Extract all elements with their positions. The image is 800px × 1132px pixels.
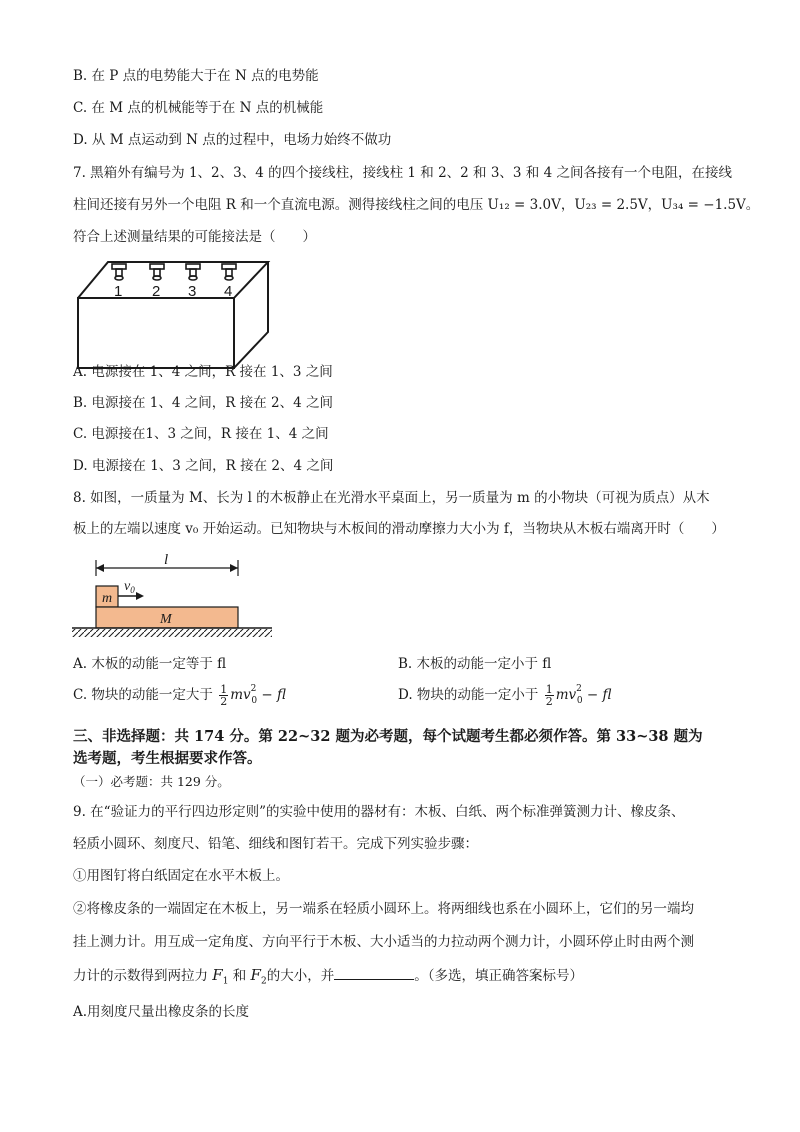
q8-option-d: D. 物块的动能一定小于 $\frac{1}{2}$ $mv^2_0$ − fl [398, 683, 612, 708]
q7-option-d: D. 电源接在 1、3 之间，R 接在 2、4 之间 [73, 458, 334, 474]
q8-stem-line2: 板上的左端以速度 v₀ 开始运动。已知物块与木板间的滑动摩擦力大小为 f，当物块从木板右端离开时（ ） [73, 521, 725, 537]
terminal-label-4: 4 [224, 283, 233, 300]
terminal-post-3 [186, 264, 200, 280]
section3-subheading: （一）必考题：共 129 分。 [73, 774, 230, 789]
black-box-figure [72, 254, 282, 374]
terminal-post-4 [222, 264, 236, 280]
q6-option-d: D. 从 M 点运动到 N 点的过程中，电场力始终不做功 [73, 132, 392, 148]
q6-option-b: B. 在 P 点的电势能大于在 N 点的电势能 [73, 68, 319, 84]
q7-stem-line3: 符合上述测量结果的可能接法是（ ） [73, 229, 316, 245]
q6-option-c: C. 在 M 点的机械能等于在 N 点的机械能 [73, 100, 324, 116]
q8-stem-line1: 8. 如图，一质量为 M、长为 l 的木板静止在光滑水平桌面上，另一质量为 m 的小物块（可视为质点）从木 [73, 490, 710, 506]
q7-option-c: C. 电源接在1、3 之间，R 接在 1、4 之间 [73, 426, 329, 442]
terminal-post-2 [150, 264, 164, 280]
section3-heading-line1: 三、非选择题：共 174 分。第 22~32 题为必考题，每个试题考生都必须作答。第 33~38 题为 [73, 728, 703, 745]
q9-stem-line1: 9. 在“验证力的平行四边形定则”的实验中使用的器材有：木板、白纸、两个标准弹簧测力计、橡皮条、 [73, 804, 685, 820]
box-top-face [78, 262, 268, 298]
q8-option-b: B. 木板的动能一定小于 fl [398, 656, 552, 672]
svg-text:v0 [124, 579, 135, 595]
q9-step1: ①用图钉将白纸固定在水平木板上。 [73, 868, 289, 884]
terminal-post-1 [112, 264, 126, 280]
plank-label: M [160, 612, 172, 627]
terminal-label-2: 2 [152, 283, 161, 300]
q8-option-a: A. 木板的动能一定等于 fl [73, 656, 227, 672]
q7-option-b: B. 电源接在 1、4 之间，R 接在 2、4 之间 [73, 395, 333, 411]
small-block-label: m [102, 591, 113, 606]
velocity-label: v [124, 579, 131, 594]
q7-option-a: A. 电源接在 1、4 之间，R 接在 1、3 之间 [73, 364, 333, 380]
plank-block-figure [72, 548, 272, 644]
q9-stem-line2: 轻质小圆环、刻度尺、铅笔、细线和图钉若干。完成下列实验步骤： [73, 836, 478, 852]
q7-stem-line2: 柱间还接有另外一个电阻 R 和一个直流电源。测得接线柱之间的电压 U₁₂ = 3.0V，U₂₃ = 2.5V，U₃₄ = −1.5V。 [73, 197, 760, 213]
q7-stem-line1: 7. 黑箱外有编号为 1、2、3、4 的四个接线柱，接线柱 1 和 2、2 和 3、3 和 4 之间各接有一个电阻，在接线 [73, 165, 732, 181]
box-front-face [78, 298, 234, 368]
box-side-face [234, 262, 268, 368]
section3-heading-line2: 选考题，考生根据要求作答。 [73, 750, 262, 767]
q9-step2-line3: 力计的示数得到两拉力 $F_1$ 和 $F_2$的大小，并 。（多选，填正确答案标号） [73, 966, 583, 987]
terminal-label-1: 1 [114, 283, 123, 300]
length-label: l [164, 552, 169, 568]
terminal-label-3: 3 [188, 283, 197, 300]
q9-step2-line1: ②将橡皮条的一端固定在木板上，另一端系在轻质小圆环上。将两细线也系在小圆环上，它们的另一端均 [73, 901, 694, 917]
q9-option-a: A.用刻度尺量出橡皮条的长度 [73, 1004, 250, 1020]
answer-blank[interactable] [334, 967, 414, 980]
velocity-subscript: 0 [130, 585, 135, 595]
q8-option-c: C. 物块的动能一定大于 $\frac{1}{2}$ $mv^2_0$ − fl [73, 683, 287, 708]
q9-step2-line2: 挂上测力计。用互成一定角度、方向平行于木板、大小适当的力拉动两个测力计，小圆环停止时由两个测 [73, 934, 694, 950]
